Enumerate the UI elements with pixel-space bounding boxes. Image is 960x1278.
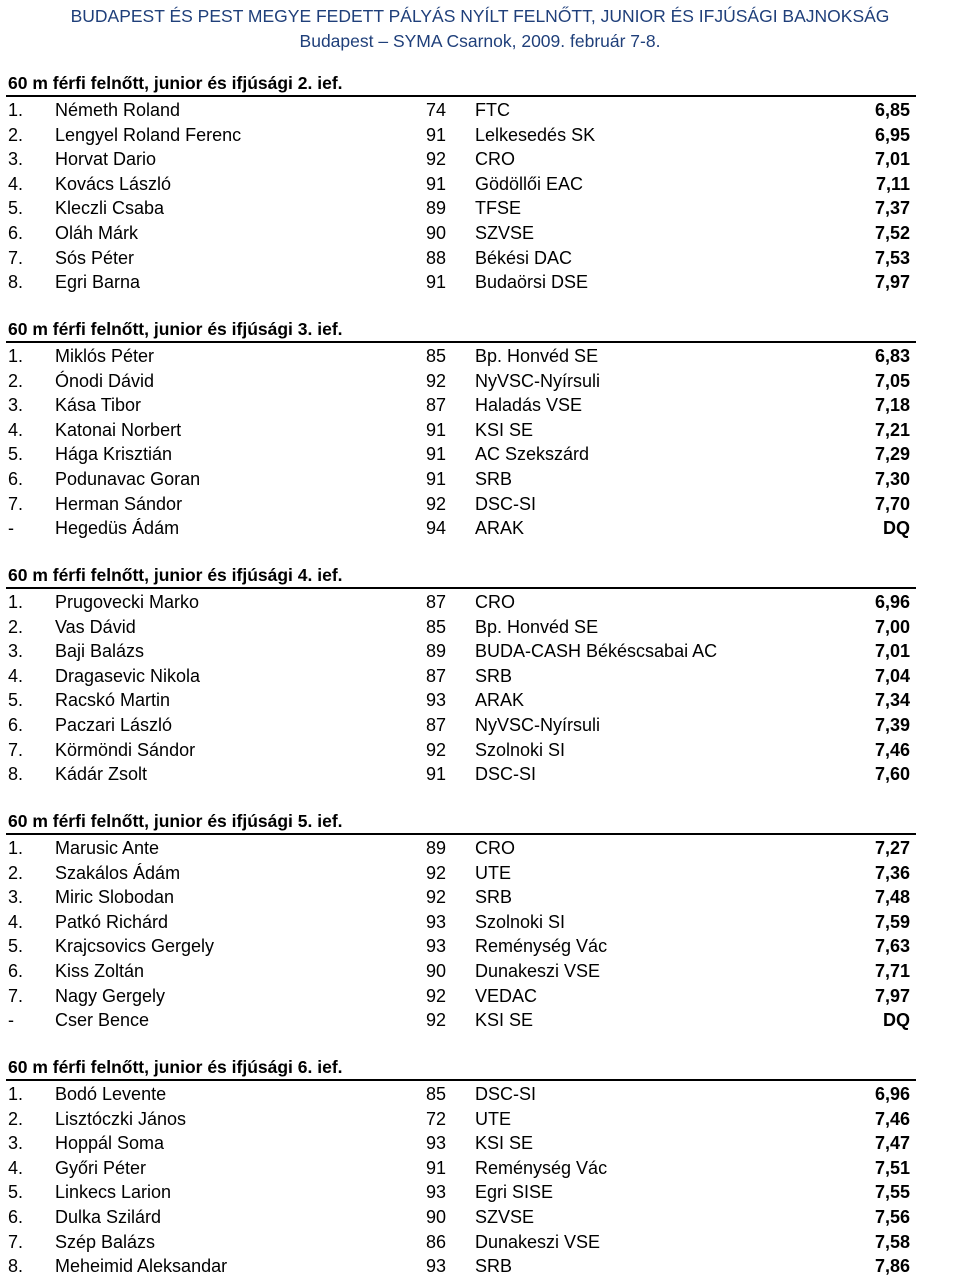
heat-heading: 60 m férfi felnőtt, junior és ifjúsági 5. ief. [8,811,343,831]
heat-heading: 60 m férfi felnőtt, junior és ifjúsági 4. ief. [8,565,343,585]
athlete-name: Körmöndi Sándor [55,740,196,760]
birth-year: 87 [426,666,447,686]
rank-cell: 5. [8,1182,24,1202]
rank-cell: 6. [8,715,24,735]
rank-cell: 7. [8,986,24,1006]
result-row [0,639,960,663]
athlete-name: Krajcsovics Gergely [55,936,215,956]
athlete-name: Dragasevic Nikola [55,666,201,686]
result-time: 7,55 [874,1182,910,1202]
heat-heading: 60 m férfi felnőtt, junior és ifjúsági 3. ief. [8,319,343,339]
birth-year: 93 [426,1256,447,1276]
rank-cell: 7. [8,248,24,268]
rank-cell: 4. [8,1158,24,1178]
rank-cell: 5. [8,198,24,218]
birth-year: 92 [426,887,447,907]
rank-cell: 8. [8,1256,24,1276]
rank-cell: 6. [8,961,24,981]
club-name: Szolnoki SI [475,912,566,932]
result-row [0,221,960,245]
result-row [0,664,960,688]
result-row [0,959,960,983]
club-name: Gödöllői EAC [475,174,584,194]
heading-rule [6,587,916,589]
result-time: 7,18 [874,395,910,415]
result-time: 7,71 [874,961,910,981]
result-row [0,836,960,860]
result-time: 7,97 [874,986,910,1006]
rank-cell: 3. [8,149,24,169]
result-row [0,1131,960,1155]
birth-year: 91 [426,272,447,292]
rank-cell: 4. [8,912,24,932]
birth-year: 92 [426,371,447,391]
rank-cell: 8. [8,272,24,292]
result-row [0,467,960,491]
rank-cell: 5. [8,936,24,956]
club-name: TFSE [475,198,522,218]
birth-year: 87 [426,592,447,612]
result-time: 7,63 [874,936,910,956]
athlete-name: Lisztóczki János [55,1109,187,1129]
result-time: 7,04 [874,666,910,686]
result-time: 7,51 [874,1158,910,1178]
result-time: 7,30 [874,469,910,489]
rank-cell: 3. [8,1133,24,1153]
rank-cell: 1. [8,1084,24,1104]
result-time: 7,01 [874,641,910,661]
result-row [0,713,960,737]
result-row [0,1254,960,1278]
athlete-name: Egri Barna [55,272,141,292]
result-time: 7,29 [874,444,910,464]
result-time: 7,53 [874,248,910,268]
rank-cell: 4. [8,666,24,686]
birth-year: 92 [426,149,447,169]
result-row [0,147,960,171]
result-row [0,369,960,393]
athlete-name: Miklós Péter [55,346,155,366]
rank-cell: 1. [8,346,24,366]
result-row [0,1107,960,1131]
birth-year: 91 [426,1158,447,1178]
club-name: Egri SISE [475,1182,554,1202]
result-time: 7,37 [874,198,910,218]
birth-year: 74 [426,100,447,120]
rank-cell: 6. [8,469,24,489]
athlete-name: Prugovecki Marko [55,592,200,612]
result-time: 7,47 [874,1133,910,1153]
result-time: 7,52 [874,223,910,243]
venue-date: Budapest – SYMA Csarnok, 2009. február 7-8. [299,31,661,51]
athlete-name: Sós Péter [55,248,135,268]
club-name: UTE [475,863,511,883]
result-row [0,98,960,122]
result-row [0,492,960,516]
club-name: DSC-SI [475,764,537,784]
result-time: 7,01 [874,149,910,169]
athlete-name: Herman Sándor [55,494,183,514]
birth-year: 92 [426,494,447,514]
birth-year: 91 [426,444,447,464]
club-name: UTE [475,1109,511,1129]
athlete-name: Kovács László [55,174,172,194]
result-time: 6,96 [874,592,910,612]
athlete-name: Baji Balázs [55,641,145,661]
birth-year: 89 [426,838,447,858]
club-name: SZVSE [475,1207,535,1227]
athlete-name: Németh Roland [55,100,181,120]
club-name: SRB [475,1256,513,1276]
rank-cell: 2. [8,125,24,145]
club-name: NyVSC-Nyírsuli [475,715,601,735]
athlete-name: Dulka Szilárd [55,1207,162,1227]
heading-rule [6,1079,916,1081]
club-name: CRO [475,592,515,612]
result-row [0,1230,960,1254]
result-row [0,590,960,614]
result-time: 7,86 [874,1256,910,1276]
club-name: CRO [475,149,515,169]
result-time: 7,46 [874,1109,910,1129]
birth-year: 85 [426,1084,447,1104]
result-row [0,762,960,786]
birth-year: 91 [426,174,447,194]
result-row [0,344,960,368]
birth-year: 87 [426,715,447,735]
athlete-name: Lengyel Roland Ferenc [55,125,242,145]
birth-year: 90 [426,1207,447,1227]
birth-year: 85 [426,346,447,366]
club-name: Haladás VSE [475,395,583,415]
birth-year: 87 [426,395,447,415]
rank-cell: 3. [8,395,24,415]
rank-cell: 1. [8,592,24,612]
result-row [0,1180,960,1204]
result-row [0,418,960,442]
result-row [0,1205,960,1229]
club-name: ARAK [475,518,525,538]
rank-cell: 5. [8,444,24,464]
athlete-name: Linkecs Larion [55,1182,172,1202]
result-row [0,1082,960,1106]
club-name: Békési DAC [475,248,573,268]
result-time: 7,36 [874,863,910,883]
result-row [0,172,960,196]
result-time: 7,27 [874,838,910,858]
rank-cell: 4. [8,174,24,194]
rank-cell: 3. [8,641,24,661]
athlete-name: Bodó Levente [55,1084,167,1104]
athlete-name: Horvat Dario [55,149,157,169]
birth-year: 92 [426,986,447,1006]
athlete-name: Kleczli Csaba [55,198,165,218]
birth-year: 91 [426,764,447,784]
club-name: Bp. Honvéd SE [475,346,599,366]
club-name: SRB [475,469,513,489]
club-name: VEDAC [475,986,538,1006]
athlete-name: Racskó Martin [55,690,171,710]
rank-cell: 8. [8,764,24,784]
result-row [0,393,960,417]
birth-year: 93 [426,690,447,710]
result-time: 7,46 [874,740,910,760]
athlete-name: Kiss Zoltán [55,961,145,981]
athlete-name: Marusic Ante [55,838,160,858]
rank-cell: 1. [8,100,24,120]
birth-year: 89 [426,641,447,661]
result-row [0,123,960,147]
athlete-name: Szakálos Ádám [55,863,181,883]
rank-cell: 5. [8,690,24,710]
rank-cell: - [8,518,14,538]
birth-year: 72 [426,1109,447,1129]
result-time: 7,58 [874,1232,910,1252]
birth-year: 94 [426,518,447,538]
club-name: KSI SE [475,1133,534,1153]
result-time: 7,34 [874,690,910,710]
club-name: Dunakeszi VSE [475,961,601,981]
result-row [0,1008,960,1032]
club-name: Szolnoki SI [475,740,566,760]
club-name: CRO [475,838,515,858]
athlete-name: Nagy Gergely [55,986,166,1006]
result-row [0,910,960,934]
rank-cell: 1. [8,838,24,858]
result-row [0,738,960,762]
rank-cell: 7. [8,494,24,514]
birth-year: 91 [426,420,447,440]
result-row [0,861,960,885]
birth-year: 92 [426,740,447,760]
result-time: 7,05 [874,371,910,391]
result-time: 7,59 [874,912,910,932]
rank-cell: 2. [8,1109,24,1129]
club-name: BUDA-CASH Békéscsabai AC [475,641,718,661]
athlete-name: Patkó Richárd [55,912,169,932]
birth-year: 85 [426,617,447,637]
result-time: 6,85 [874,100,910,120]
result-time: 7,21 [874,420,910,440]
athlete-name: Oláh Márk [55,223,139,243]
athlete-name: Miric Slobodan [55,887,175,907]
athlete-name: Kása Tibor [55,395,142,415]
birth-year: 86 [426,1232,447,1252]
result-time: 7,48 [874,887,910,907]
athlete-name: Meheimid Aleksandar [55,1256,228,1276]
club-name: SRB [475,887,513,907]
rank-cell: 2. [8,371,24,391]
result-time: 6,95 [874,125,910,145]
result-time: 6,83 [874,346,910,366]
club-name: AC Szekszárd [475,444,590,464]
club-name: SZVSE [475,223,535,243]
birth-year: 89 [426,198,447,218]
result-time: DQ [883,1010,910,1030]
heat-heading: 60 m férfi felnőtt, junior és ifjúsági 6. ief. [8,1057,343,1077]
rank-cell: 6. [8,223,24,243]
result-time: 7,00 [874,617,910,637]
birth-year: 92 [426,1010,447,1030]
birth-year: 93 [426,912,447,932]
athlete-name: Katonai Norbert [55,420,182,440]
club-name: ARAK [475,690,525,710]
result-time: 7,70 [874,494,910,514]
birth-year: 88 [426,248,447,268]
result-time: DQ [883,518,910,538]
championship-title: BUDAPEST ÉS PEST MEGYE FEDETT PÁLYÁS NYÍLT FELNŐTT, JUNIOR ÉS IFJÚSÁGI BAJNOKSÁG [70,6,890,26]
rank-cell: 3. [8,887,24,907]
result-time: 7,39 [874,715,910,735]
result-row [0,688,960,712]
result-row [0,1156,960,1180]
heading-rule [6,341,916,343]
athlete-name: Szép Balázs [55,1232,156,1252]
result-row [0,270,960,294]
birth-year: 93 [426,1133,447,1153]
club-name: SRB [475,666,513,686]
athlete-name: Podunavac Goran [55,469,201,489]
club-name: Reménység Vác [475,1158,608,1178]
result-time: 7,56 [874,1207,910,1227]
birth-year: 91 [426,125,447,145]
athlete-name: Hoppál Soma [55,1133,165,1153]
birth-year: 90 [426,961,447,981]
result-row [0,885,960,909]
result-row [0,516,960,540]
club-name: Dunakeszi VSE [475,1232,601,1252]
club-name: KSI SE [475,1010,534,1030]
birth-year: 91 [426,469,447,489]
athlete-name: Hága Krisztián [55,444,173,464]
rank-cell: 4. [8,420,24,440]
birth-year: 92 [426,863,447,883]
athlete-name: Hegedüs Ádám [55,518,180,538]
heading-rule [6,95,916,97]
rank-cell: 2. [8,863,24,883]
athlete-name: Cser Bence [55,1010,150,1030]
club-name: NyVSC-Nyírsuli [475,371,601,391]
result-row [0,934,960,958]
heading-rule [6,833,916,835]
result-time: 7,11 [875,174,910,194]
birth-year: 90 [426,223,447,243]
athlete-name: Győri Péter [55,1158,147,1178]
rank-cell: 6. [8,1207,24,1227]
rank-cell: - [8,1010,14,1030]
result-time: 7,97 [874,272,910,292]
club-name: Budaörsi DSE [475,272,589,292]
birth-year: 93 [426,1182,447,1202]
result-time: 7,60 [874,764,910,784]
rank-cell: 7. [8,740,24,760]
birth-year: 93 [426,936,447,956]
result-row [0,984,960,1008]
club-name: Lelkesedés SK [475,125,596,145]
club-name: Bp. Honvéd SE [475,617,599,637]
rank-cell: 2. [8,617,24,637]
result-row [0,615,960,639]
result-row [0,442,960,466]
athlete-name: Kádár Zsolt [55,764,148,784]
athlete-name: Vas Dávid [55,617,136,637]
club-name: KSI SE [475,420,534,440]
athlete-name: Paczari László [55,715,173,735]
heat-heading: 60 m férfi felnőtt, junior és ifjúsági 2. ief. [8,73,343,93]
result-row [0,246,960,270]
result-time: 6,96 [874,1084,910,1104]
result-row [0,196,960,220]
club-name: DSC-SI [475,1084,537,1104]
athlete-name: Ónodi Dávid [55,371,155,391]
rank-cell: 7. [8,1232,24,1252]
club-name: Reménység Vác [475,936,608,956]
club-name: FTC [475,100,510,120]
club-name: DSC-SI [475,494,537,514]
